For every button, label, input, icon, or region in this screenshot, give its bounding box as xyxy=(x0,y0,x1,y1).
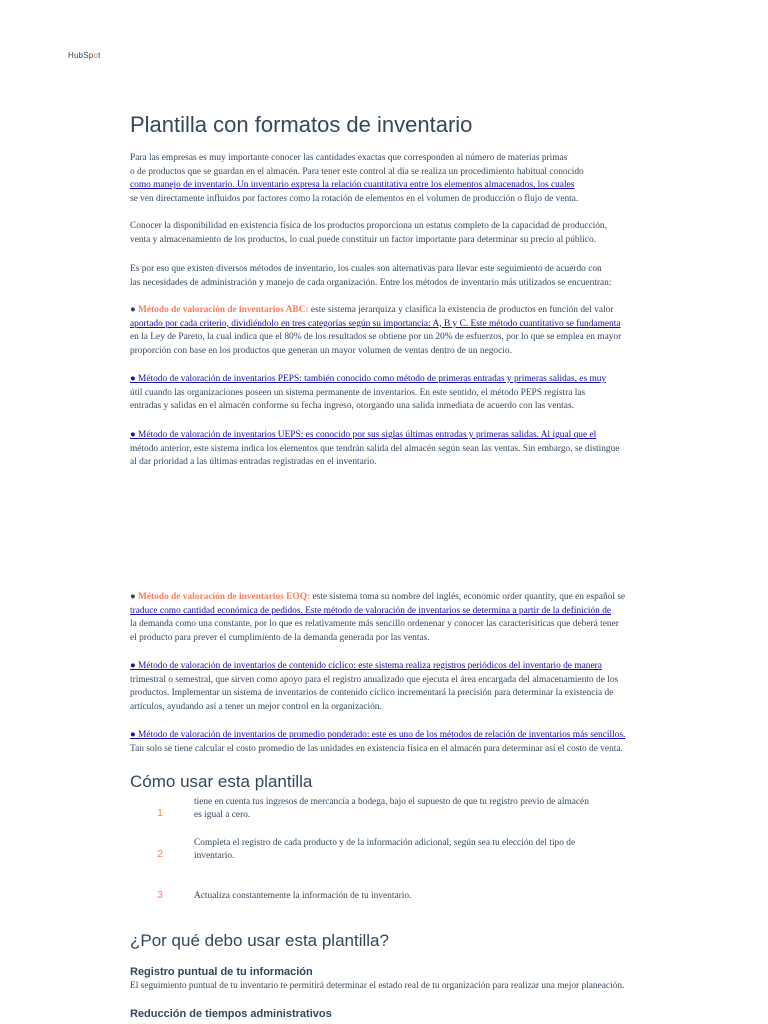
method-peps-link[interactable]: ● Método de valoración de inventarios PEPS: también conocido como método de primeras entradas y primeras salidas, es muy xyxy=(130,374,607,384)
bullet-icon: ● xyxy=(130,592,136,602)
step-text: tiene en cuenta tus ingresos de mercancía a bodega, bajo el supuesto de que tu registro previo de almacén es igual a cero. xyxy=(194,797,589,820)
how-to-use-heading: Cómo usar esta plantilla xyxy=(130,772,313,791)
why-use-heading: ¿Por qué debo usar esta plantilla? xyxy=(130,931,389,950)
method-promedio: ● Método de valoración de inventarios de promedio ponderado: este es uno de los métodos de relación de inventarios más sencillos. Tan solo se tiene calcular el costo promedio de las unidades en existencia física en el almacén para determinar así el costo de venta. xyxy=(130,730,626,754)
methods-intro-paragraph: Es por eso que existen diversos métodos de inventario, los cuales son alternativas para llevar este seguimiento de acuerdo con las necesidades de administración y manejo de cada organización. Entre los métodos de inventario más utilizados se encuentran: xyxy=(130,264,612,288)
method-eoq-label: Método de valoración de inventarios EOQ: xyxy=(138,592,311,602)
inventory-link[interactable]: como manejo de inventario. Un inventario expresa la relación cuantitativa entre los elementos almacenados, los cuales xyxy=(130,180,575,191)
method-eoq-link[interactable]: traduce como cantidad económica de pedidos. Este método de valoración de inventarios se determina a partir de la definición de xyxy=(130,605,612,616)
step-text: Completa el registro de cada producto y de la información adicional, según sea tu elección del tipo de inventario. xyxy=(194,838,576,861)
document-body xyxy=(130,0,668,1024)
method-ueps: ● Método de valoración de inventarios UEPS: es conocido por sus siglas últimas entradas y primeras salidas. Al igual que el método anterior, este sistema indica los elementos que tendrán salida del almacén según sean las ventas. Sin embargo, se distingue al dar prioridad a las últimas entradas registradas en el inventario. xyxy=(130,430,620,468)
method-abc-link[interactable]: aportado por cada criterio, dividiéndolo en tres categorías según su importancia: A, B y C. Este método cuantitativo se fundamenta xyxy=(130,318,621,329)
method-promedio-link[interactable]: ● Método de valoración de inventarios de promedio ponderado: este es uno de los métodos de relación de inventarios más sencillos. xyxy=(130,730,626,740)
step-number: 3 xyxy=(157,890,163,901)
intro-paragraph: Para las empresas es muy importante conocer las cantidades exactas que corresponden al número de materias primas o de productos que se guardan en el almacén. Para tener este control al día se realiza un procedimiento habitual conocido como manejo de inventario. Un inventario expresa la relación cuantitativa entre los elementos almacenados, los cuales se ven directamente influidos por factores como la rotación de elementos en el volumen de producción o flujo de venta. xyxy=(130,153,584,204)
hubspot-logo: HubSpot xyxy=(68,51,101,60)
reason-text: El seguimiento puntual de tu inventario te permitirá determinar el estado real de tu organización para realizar una mejor planeación. xyxy=(130,981,625,991)
method-eoq: ● Método de valoración de inventarios EOQ: este sistema toma su nombre del inglés, economic order quantity, que en español se traduce como cantidad económica de pedidos. Este método de valoración de inventarios se determina a partir de la definición de la demanda como una constante, por lo que es relativamente más sencillo ordenenar y conocer las caracterísiticas que deberá tener el producto para prever el cumplimiento de la demanda generada por las ventas. xyxy=(130,592,626,643)
method-abc: ● Método de valoración de inventarios ABC: este sistema jerarquiza y clasifica la existencia de productos en función del valor aportado por cada criterio, dividiéndolo en tres categorías según su importancia: A, B y C. Este método cuantitativo se fundamenta en la Ley de Pareto, la cual indica que el 80% de los resultados se obtiene por un 20% de esfuerzos, por lo que se emplea en mayor proporción con base en los productos que generan un mayor volumen de ventas dentro de un negocio. xyxy=(130,305,622,356)
method-peps: ● Método de valoración de inventarios PEPS: también conocido como método de primeras entradas y primeras salidas, es muy útil cuando las organizaciones poseen un sistema permanente de inventarios. En este sentido, el método PEPS registra las entradas y salidas en el almacén conforme su fecha ingreso, otorgando una salida inmediata de acuerdo con las ventas. xyxy=(130,374,607,412)
method-ciclico: ● Método de valoración de inventarios de contenido cíclico: este sistema realiza registros periódicos del inventario de manera trimestral o semestral, que sirven como apoyo para el registro anualizado que ejecuta el área encargada del almacenamiento de los productos. Implementar un sistema de inventarios de contenido cíclico incrementará la precisión para determinar la existencia de artículos, ayudando así a tener un mejor control en la organización. xyxy=(130,661,619,712)
bullet-icon: ● xyxy=(130,305,136,315)
availability-paragraph: Conocer la disponibilidad en existencia física de los productos proporciona un estatus completo de la capacidad de producción, venta y almacenamiento de los productos, lo cual puede constituir un factor importante para determinar su precio al público. xyxy=(130,221,607,245)
method-abc-label: Método de valoración de inventarios ABC: xyxy=(138,305,309,315)
method-ciclico-link[interactable]: ● Método de valoración de inventarios de contenido cíclico: este sistema realiza registros periódicos del inventario de manera xyxy=(130,661,602,671)
method-ueps-link[interactable]: ● Método de valoración de inventarios UEPS: es conocido por sus siglas últimas entradas y primeras salidas. Al igual que el xyxy=(130,430,597,440)
page-title: Plantilla con formatos de inventario xyxy=(130,112,473,137)
step-text: Actualiza constantemente la información de tu inventario. xyxy=(194,891,412,901)
reason-title: Reducción de tiempos administrativos xyxy=(130,1008,332,1020)
reason-title: Registro puntual de tu información xyxy=(130,966,313,978)
step-number: 2 xyxy=(157,849,163,860)
step-number: 1 xyxy=(157,808,163,819)
